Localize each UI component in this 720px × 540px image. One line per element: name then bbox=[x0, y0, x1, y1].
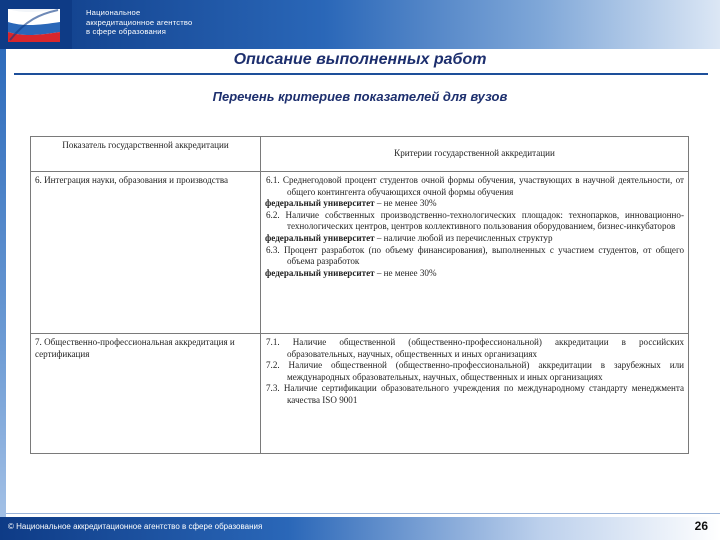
rule-value: – не менее 30% bbox=[374, 198, 437, 209]
page-number: 26 bbox=[694, 519, 708, 533]
footer-copyright: © Национальное аккредитационное агентство в сфере образования bbox=[8, 522, 263, 531]
criterion-rule bbox=[265, 198, 684, 210]
table-row bbox=[31, 334, 689, 454]
title-underline bbox=[14, 73, 708, 75]
rule-label: федеральный университет bbox=[265, 267, 375, 278]
criteria-table bbox=[30, 136, 689, 454]
criterion-6-2: 6.2. Наличие собственных производственно-технологических площадок: технопарков, инновационно-технологических центров, центров коллективного пользования оборудованием, бизнес-инкубаторов bbox=[266, 209, 684, 232]
criterion-7-1: 7.1. Наличие общественной (общественно-профессиональной) аккредитации в российских образовательных, научных, общественных и иных организациях bbox=[266, 337, 684, 359]
criteria-cell bbox=[261, 172, 689, 334]
rule-label: федеральный университет bbox=[265, 232, 375, 243]
criterion-6-1: 6.1. Среднегодовой процент студентов очной формы обучения, участвующих в научной деятельности, от общего контингента обучающихся очной формы обучения bbox=[266, 175, 684, 197]
page-subtitle: Перечень критериев показателей для вузов bbox=[212, 89, 508, 104]
indicator-cell: 6. Интеграция науки, образования и производства bbox=[31, 172, 261, 334]
agency-name bbox=[86, 8, 192, 37]
table-row bbox=[31, 172, 689, 334]
table-header-criteria: Критерии государственной аккредитации bbox=[261, 137, 689, 172]
rule-label: федеральный университет bbox=[265, 198, 375, 209]
criteria-cell bbox=[261, 334, 689, 454]
rule-value: – наличие любой из перечисленных структур bbox=[374, 232, 553, 243]
agency-name-line1: Национальное bbox=[86, 8, 141, 17]
agency-name-line2: аккредитационное агентство bbox=[86, 17, 193, 27]
agency-logo bbox=[0, 0, 72, 49]
criterion-rule bbox=[265, 268, 684, 280]
table-header-indicator: Показатель государственной аккредитации bbox=[31, 137, 261, 172]
criterion-6-3: 6.3. Процент разработок (по объему финансирования), выполненных с участием студентов, от общего объема разработок bbox=[266, 244, 684, 267]
agency-name-line3: в сфере образования bbox=[86, 27, 167, 36]
criterion-rule bbox=[265, 233, 684, 245]
page-title: Описание выполненных работ bbox=[233, 51, 487, 68]
rule-value: – не менее 30% bbox=[374, 267, 437, 278]
criterion-7-2: 7.2. Наличие общественной (общественно-профессиональной) аккредитации в зарубежных или международных образовательных, научных, общественных и иных организациях bbox=[266, 360, 684, 382]
indicator-cell: 7. Общественно-профессиональная аккредитация и сертификация bbox=[31, 334, 261, 454]
footer-divider bbox=[6, 513, 720, 514]
table-header-row bbox=[31, 137, 689, 172]
left-decorative-bar bbox=[0, 49, 6, 540]
criterion-7-3: 7.3. Наличие сертификации образовательного учреждения по международному стандарту менеджмента качества ISO 9001 bbox=[266, 383, 684, 405]
